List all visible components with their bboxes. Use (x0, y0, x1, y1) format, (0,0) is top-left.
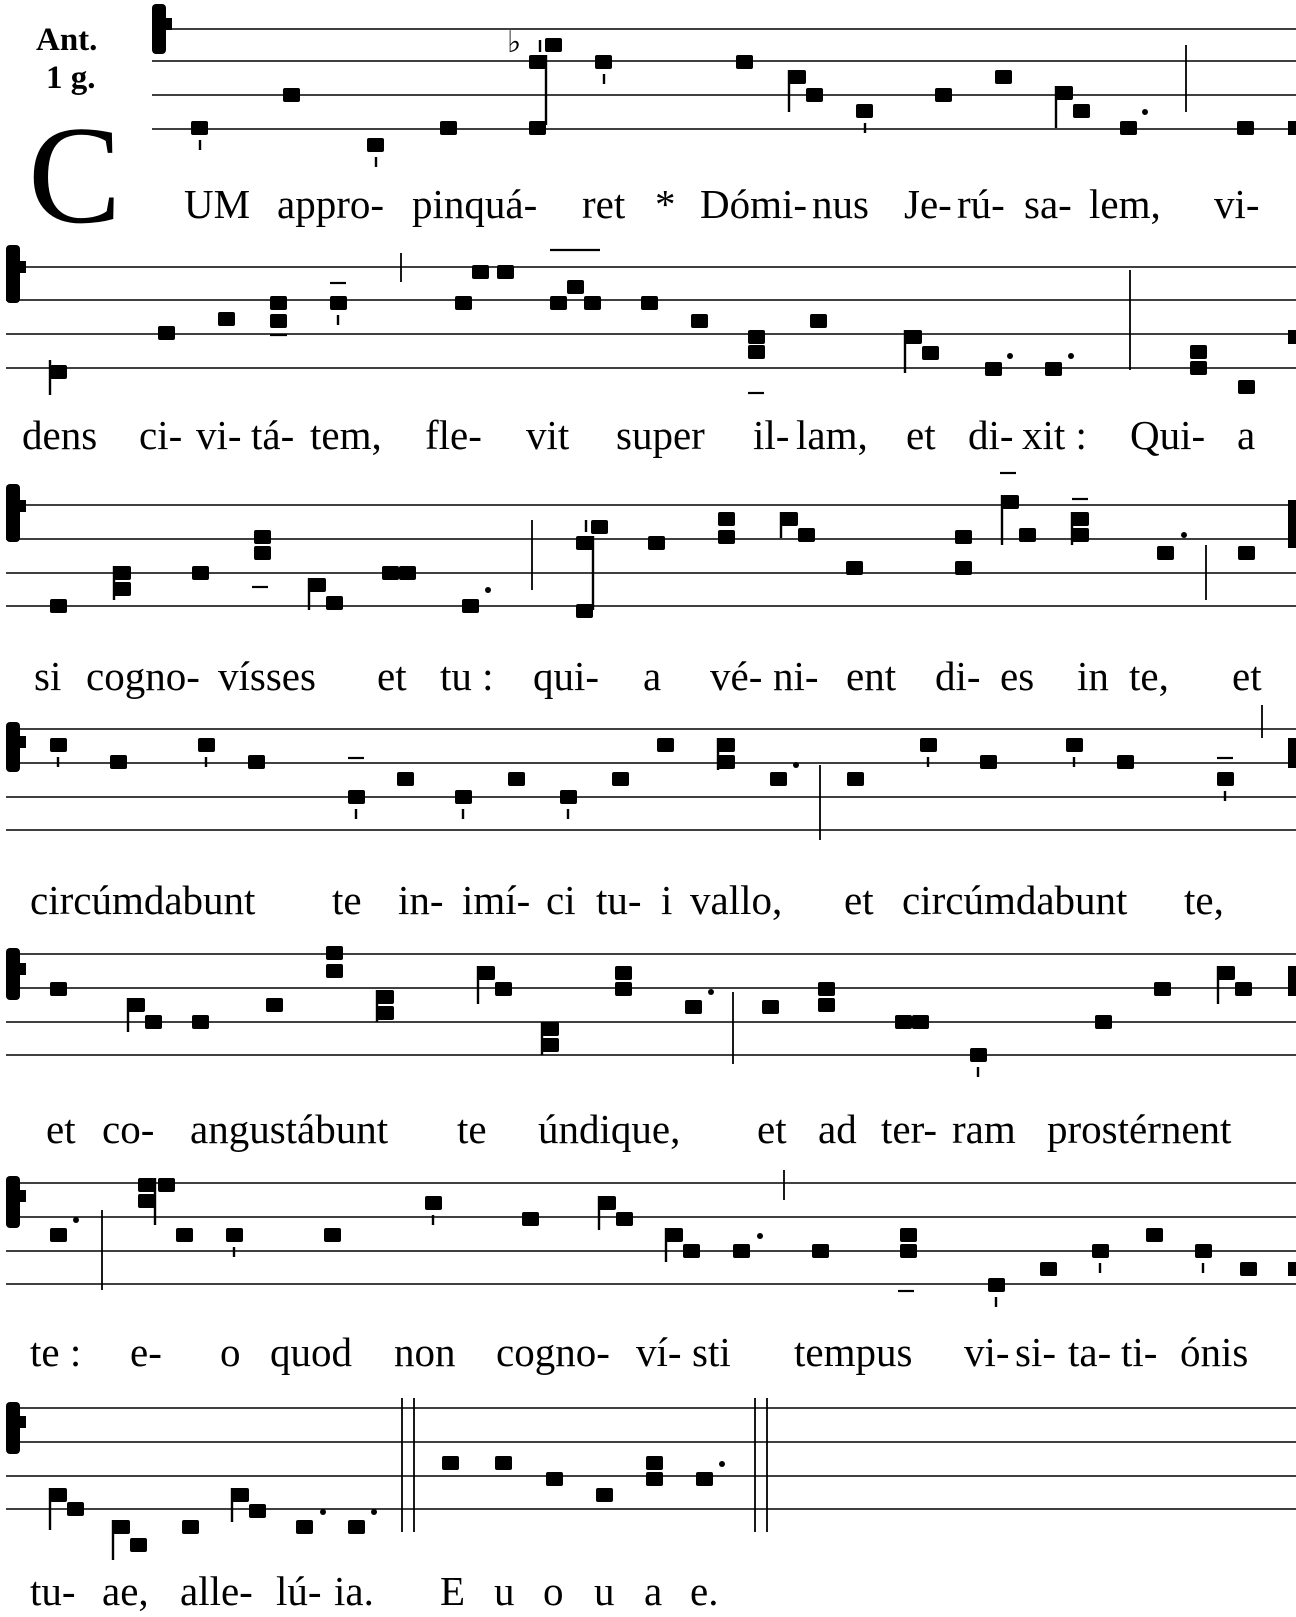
do-clef (6, 484, 26, 542)
lyric-syllable: ni- (773, 653, 819, 699)
lyric-syllable: vé- (710, 653, 763, 699)
lyric-syllable: qui- (533, 653, 600, 699)
do-clef (6, 948, 26, 1000)
lyric-syllable: ad (818, 1106, 857, 1152)
neumes (50, 1398, 767, 1560)
lyric-syllable: Qui- (1130, 412, 1206, 458)
lyric-syllable: super (616, 412, 705, 458)
neumes (50, 705, 1296, 840)
lyrics (46, 1106, 1232, 1152)
staff-lines (6, 954, 1296, 1055)
lyric-syllable: nus (812, 181, 869, 227)
lyric-syllable: te (332, 877, 362, 923)
lyric-syllable: ram (952, 1106, 1016, 1152)
lyric-syllable: ter- (881, 1106, 938, 1152)
lyric-syllable: o (543, 1568, 564, 1614)
lyric-syllable: Je- (904, 181, 952, 227)
mode-label-antiphon: Ant. (36, 22, 98, 58)
lyric-syllable: te, (1129, 653, 1169, 699)
lyric-syllable: tá- (251, 412, 295, 458)
lyric-syllable: in- (398, 877, 444, 923)
neumes (50, 250, 1296, 395)
svg-text:♭: ♭ (507, 25, 522, 60)
do-clef (6, 245, 26, 303)
lyrics (30, 877, 1224, 923)
lyric-syllable: vit (526, 412, 570, 458)
lyric-syllable: o (220, 1329, 241, 1375)
lyric-syllable: fle- (425, 412, 482, 458)
neumes (50, 473, 1296, 618)
lyric-syllable: ta- (1068, 1329, 1112, 1375)
lyric-syllable: tu- (30, 1568, 76, 1614)
staff-system-5 (6, 946, 1296, 1152)
lyrics (184, 181, 1260, 227)
lyric-syllable: e. (690, 1568, 719, 1614)
lyric-syllable: * (655, 181, 676, 227)
lyric-syllable: si (34, 653, 62, 699)
staff-lines (6, 267, 1296, 368)
lyric-syllable: a (1237, 412, 1256, 458)
neumes (50, 1170, 1296, 1307)
lyric-syllable: tu : (440, 653, 494, 699)
staff-system-7 (6, 1398, 1296, 1614)
lyric-syllable: co- (102, 1106, 155, 1152)
lyric-syllable: quod (270, 1329, 352, 1375)
lyric-syllable: sti (692, 1329, 731, 1375)
staff-system-6 (6, 1170, 1296, 1375)
lyric-syllable: ci- (139, 412, 183, 458)
lyric-syllable: pinquá- (412, 181, 538, 227)
lyrics (30, 1329, 1248, 1375)
do-clef (6, 1402, 26, 1454)
lyric-syllable: et (46, 1106, 76, 1152)
lyric-syllable: rú- (957, 181, 1005, 227)
lyric-syllable: in (1077, 653, 1109, 699)
lyric-syllable: vi- (964, 1329, 1010, 1375)
lyric-syllable: xit : (1022, 412, 1087, 458)
do-clef (6, 1176, 26, 1228)
lyric-syllable: te (457, 1106, 487, 1152)
lyric-syllable: te, (1184, 877, 1224, 923)
lyric-syllable: ci (546, 877, 576, 923)
lyric-syllable: prostérnent (1047, 1106, 1232, 1152)
lyric-syllable: lem, (1089, 181, 1161, 227)
lyric-syllable: et (1232, 653, 1262, 699)
lyric-syllable: non (394, 1329, 456, 1375)
lyric-syllable: dens (22, 412, 98, 458)
lyric-syllable: lam, (796, 412, 868, 458)
lyric-syllable: a (644, 1568, 663, 1614)
lyric-syllable: imí- (462, 877, 531, 923)
lyric-syllable: alle- (180, 1568, 253, 1614)
lyric-syllable: es (1000, 653, 1035, 699)
lyrics (22, 412, 1255, 458)
lyric-syllable: vi- (196, 412, 242, 458)
initial-letter: C (28, 98, 122, 253)
lyric-syllable: u (494, 1568, 515, 1614)
lyric-syllable: et (757, 1106, 787, 1152)
lyric-syllable: et (844, 877, 874, 923)
staff-lines (152, 29, 1296, 129)
lyric-syllable: ónis (1180, 1329, 1249, 1375)
lyric-syllable: tempus (794, 1329, 913, 1375)
staff-lines (6, 505, 1296, 606)
lyric-syllable: vallo, (690, 877, 783, 923)
lyric-syllable: appro- (277, 181, 385, 227)
lyric-syllable: et (906, 412, 936, 458)
neumes (50, 946, 1296, 1077)
mode-label-mode: 1 g. (46, 60, 96, 96)
lyric-syllable: ret (582, 181, 626, 227)
lyric-syllable: vísses (218, 653, 316, 699)
lyric-syllable: vi- (1214, 181, 1260, 227)
lyric-syllable: ent (846, 653, 897, 699)
lyric-syllable: tem, (310, 412, 382, 458)
lyric-syllable: Dómi- (700, 181, 808, 227)
lyrics (34, 653, 1262, 699)
lyric-syllable: ví- (636, 1329, 682, 1375)
staff-lines (6, 1183, 1296, 1284)
lyric-syllable: u (594, 1568, 615, 1614)
lyric-syllable: a (643, 653, 662, 699)
do-clef (152, 4, 172, 54)
lyric-syllable: cogno- (86, 653, 200, 699)
lyric-syllable: cogno- (496, 1329, 610, 1375)
staff-system-1 (152, 4, 1296, 227)
staff-system-2 (6, 245, 1296, 458)
lyric-syllable: ae, (102, 1568, 149, 1614)
lyrics (30, 1568, 718, 1614)
lyric-syllable: di- (935, 653, 981, 699)
lyric-syllable: circúmdabunt (902, 877, 1128, 923)
lyric-syllable: lú- (276, 1568, 322, 1614)
staff-system-3 (6, 473, 1296, 699)
lyric-syllable: úndique, (538, 1106, 681, 1152)
lyric-syllable: il- (753, 412, 790, 458)
lyric-syllable: et (377, 653, 407, 699)
lyric-syllable: sa- (1024, 181, 1072, 227)
lyric-syllable: tu- (596, 877, 642, 923)
lyric-syllable: ia. (334, 1568, 374, 1614)
lyric-syllable: i (661, 877, 673, 923)
lyric-syllable: si- (1015, 1329, 1056, 1375)
lyric-syllable: e- (130, 1329, 162, 1375)
neumes (191, 25, 1296, 167)
lyric-syllable: ti- (1121, 1329, 1158, 1375)
lyric-syllable: E (440, 1568, 466, 1614)
lyric-syllable: UM (184, 181, 251, 227)
lyric-syllable: angustábunt (190, 1106, 389, 1152)
staff-system-4 (6, 705, 1296, 923)
lyric-syllable: circúmdabunt (30, 877, 256, 923)
lyric-syllable: di- (968, 412, 1014, 458)
lyric-syllable: te : (30, 1329, 82, 1375)
